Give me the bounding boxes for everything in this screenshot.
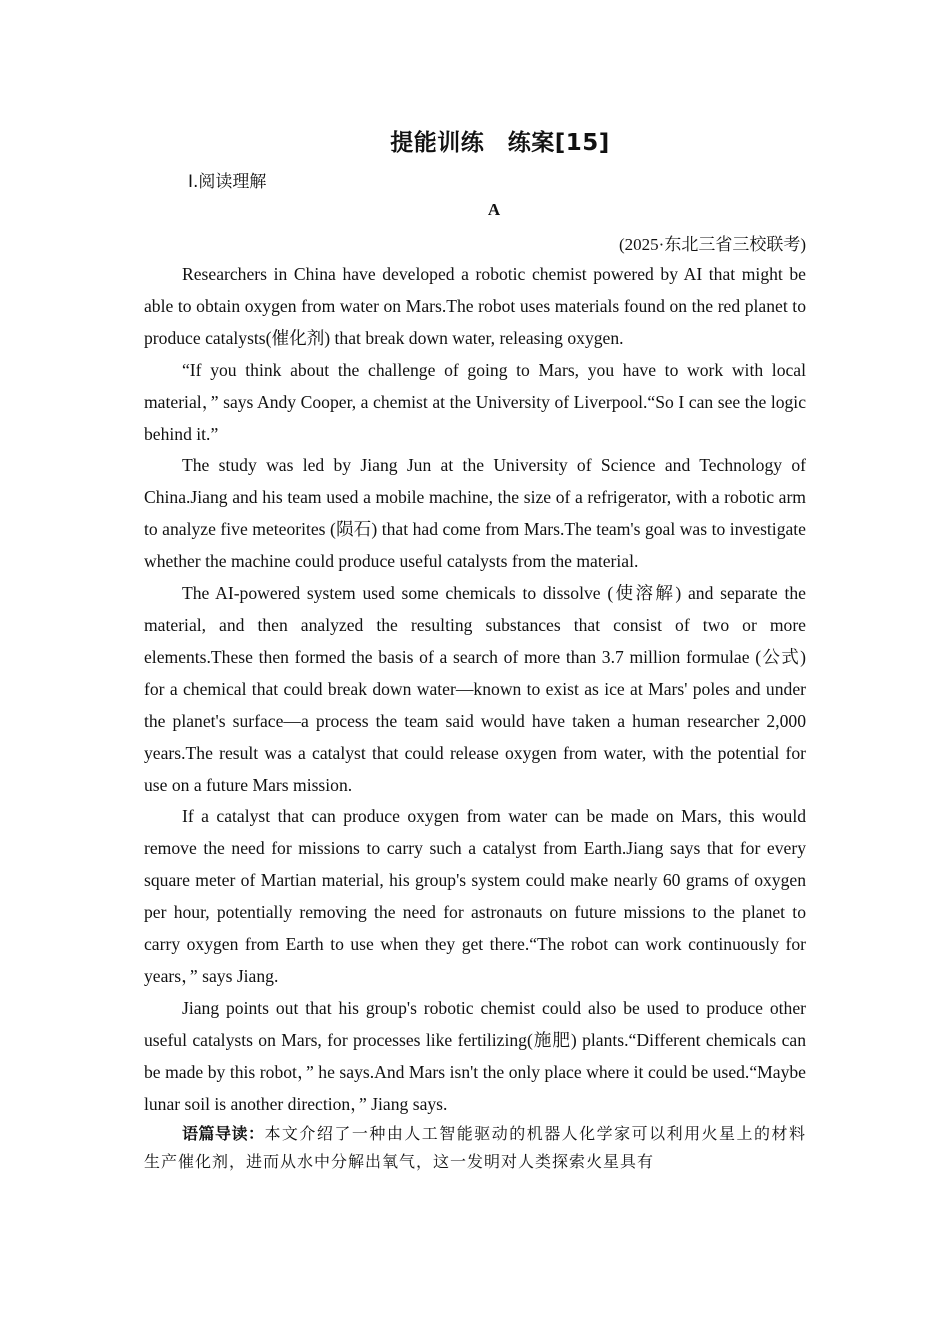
paragraph-3: The study was led by Jiang Jun at the University of Science and Technology of China.Jiang and his team used a mobile machine, the size of a refrigerator, with a robotic arm to analyze five meteorites (陨石) that had come from Mars.The team's goal was to investigate whether the machine could produce useful catalysts from the material. <box>144 455 806 572</box>
page-title: 提能训练 练案[15] <box>390 130 610 156</box>
paragraph-4: The AI-powered system used some chemicals to dissolve (使溶解) and separate the material, and then analyzed the resulting substances that consist of two or more elements.These then formed the basis of a search of more than 3.7 million formulae (公式) for a chemical that could break down water—known to exist as ice at Mars' poles and under the planet's surface—a process the team said would have taken a human researcher 2,000 years.The result was a catalyst that could release oxygen from water, with the potential for use on a future Mars mission. <box>144 583 806 795</box>
paragraph-2: “If you think about the challenge of going to Mars, you have to work with local material，” says Andy Cooper, a chemist at the University of Liverpool.“So I can see the logic behind it.” <box>144 359 806 444</box>
section-label: Ⅰ.阅读理解 <box>188 172 267 192</box>
reading-guide-label: 语篇导读： <box>182 1124 265 1144</box>
passage-source: (2025·东北三省三校联考) <box>619 235 806 254</box>
paragraph-1: Researchers in China have developed a robotic chemist powered by AI that might be able to obtain oxygen from water on Mars.The robot uses materials found on the red planet to produce catalysts(催化剂) that break down water, releasing oxygen. <box>144 264 806 348</box>
passage-body <box>144 259 806 1176</box>
paragraph-5: If a catalyst that can produce oxygen from water can be made on Mars, this would remove the need for missions to carry such a catalyst from Earth.Jiang says that for every square meter of Martian material, his group's system could make nearly 60 grams of oxygen per hour, potentially removing the need for astronauts on future missions to the planet to carry oxygen from Earth to use when they get there.“The robot can work continuously for years，” says Jiang. <box>144 806 806 986</box>
paragraph-6: Jiang points out that his group's robotic chemist could also be used to produce other useful catalysts on Mars, for processes like fertilizing(施肥) plants.“Different chemicals can be made by this robot，” he says.And Mars isn't the only place where it could be used.“Maybe lunar soil is another direction，” Jiang says. <box>144 997 806 1114</box>
reading-guide-text: 本文介绍了一种由人工智能驱动的机器人化学家可以利用火星上的材料生产催化剂，进而从水中分解出氧气，这一发明对人类探索火星具有 <box>144 1124 806 1172</box>
passage-letter: A <box>487 200 501 219</box>
reading-guide <box>144 1120 806 1176</box>
